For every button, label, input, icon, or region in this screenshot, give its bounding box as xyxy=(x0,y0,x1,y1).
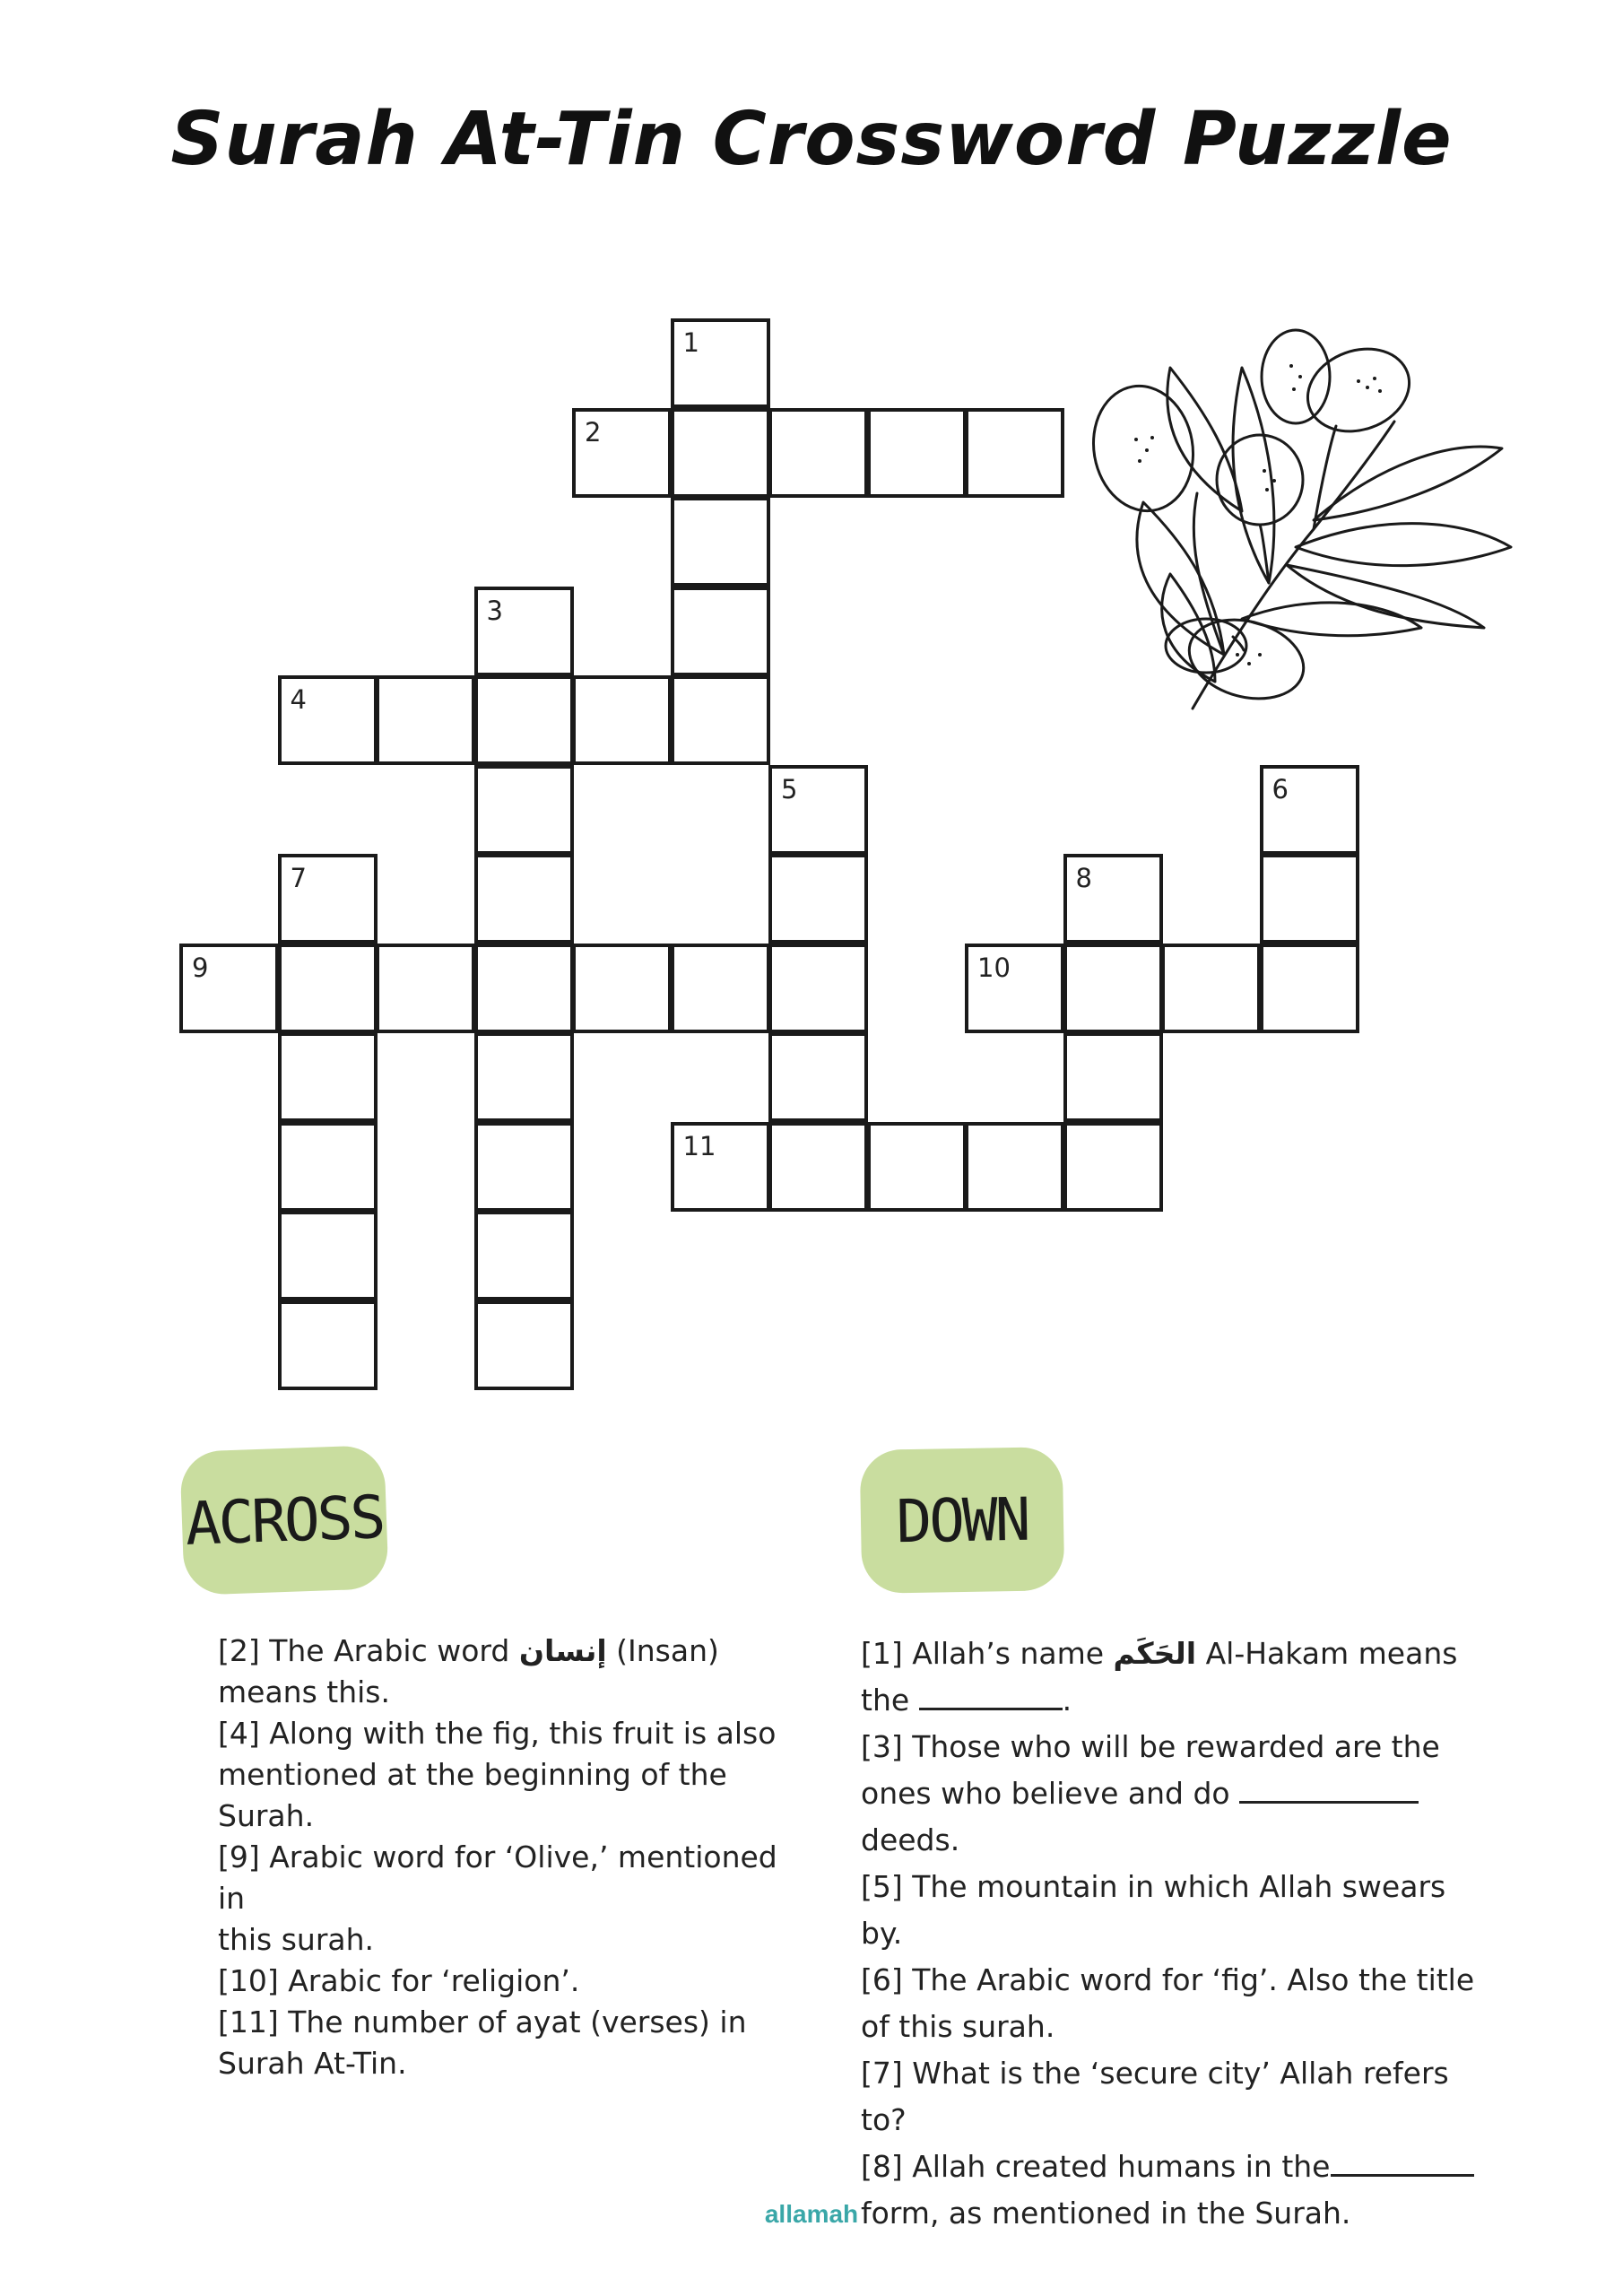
grid-cell[interactable] xyxy=(179,944,279,1033)
answer-blank xyxy=(919,1708,1063,1710)
clue-across-9: [9] Arabic word for ‘Olive,’ mentioned in this surah. xyxy=(218,1839,777,1957)
grid-cell[interactable] xyxy=(474,1211,574,1300)
clue-down-1: [1] Allah’s name الحَكَم Al-Hakam means the . xyxy=(861,1636,1458,1718)
grid-cell[interactable] xyxy=(572,944,672,1033)
clue-down-6: [6] The Arabic word for ‘fig’. Also the title of this surah. xyxy=(861,1962,1475,2044)
grid-cell[interactable] xyxy=(671,675,770,765)
grid-cell[interactable] xyxy=(278,1032,378,1122)
grid-cell[interactable] xyxy=(474,944,574,1033)
grid-cell[interactable] xyxy=(768,1032,868,1122)
across-clues xyxy=(218,1631,792,2084)
grid-cell[interactable] xyxy=(768,408,868,498)
clue-number: 1 xyxy=(682,327,699,358)
grid-cell[interactable] xyxy=(768,854,868,944)
grid-cell[interactable] xyxy=(278,944,378,1033)
grid-cell[interactable] xyxy=(671,587,770,676)
grid-cell[interactable] xyxy=(474,587,574,676)
grid-cell[interactable] xyxy=(671,1122,770,1212)
grid-cell[interactable] xyxy=(1063,854,1163,944)
clue-down-5: [5] The mountain in which Allah swears by. xyxy=(861,1869,1446,1951)
grid-cell[interactable] xyxy=(867,1122,967,1212)
grid-cell[interactable] xyxy=(474,854,574,944)
grid-cell[interactable] xyxy=(1063,1032,1163,1122)
grid-cell[interactable] xyxy=(474,675,574,765)
grid-cell[interactable] xyxy=(671,944,770,1033)
grid-cell[interactable] xyxy=(768,944,868,1033)
grid-cell[interactable] xyxy=(474,765,574,855)
clue-number: 2 xyxy=(585,416,602,448)
page-title: Surah At-Tin Crossword Puzzle xyxy=(170,97,1453,182)
grid-cell[interactable] xyxy=(278,1122,378,1212)
clue-number: 7 xyxy=(290,863,307,893)
clue-across-10: [10] Arabic for ‘religion’. xyxy=(218,1963,580,1998)
grid-cell[interactable] xyxy=(1260,944,1359,1033)
grid-cell[interactable] xyxy=(671,497,770,587)
grid-cell[interactable] xyxy=(1260,854,1359,944)
clue-down-7: [7] What is the ‘secure city’ Allah refers to? xyxy=(861,2056,1449,2137)
grid-cell[interactable] xyxy=(278,675,378,765)
grid-cell[interactable] xyxy=(474,1032,574,1122)
clue-across-4: [4] Along with the fig, this fruit is also mentioned at the beginning of the Surah. xyxy=(218,1716,777,1833)
down-heading: DOWN xyxy=(860,1447,1065,1594)
clue-number: 3 xyxy=(486,595,503,626)
grid-cell[interactable] xyxy=(671,318,770,408)
clue-across-2: [2] The Arabic word إنسان (Insan) means this. xyxy=(218,1633,719,1709)
olive-branch-icon xyxy=(1089,314,1520,744)
across-heading: ACROSS xyxy=(179,1445,388,1596)
grid-cell[interactable] xyxy=(376,675,475,765)
clue-number: 8 xyxy=(1075,863,1092,893)
clue-number: 9 xyxy=(192,952,209,983)
grid-cell[interactable] xyxy=(278,854,378,944)
grid-cell[interactable] xyxy=(768,1122,868,1212)
clue-number: 5 xyxy=(781,773,798,804)
clue-number: 4 xyxy=(290,684,307,715)
grid-cell[interactable] xyxy=(278,1300,378,1390)
grid-cell[interactable] xyxy=(1063,1122,1163,1212)
down-clues xyxy=(861,1631,1488,2237)
clue-number: 11 xyxy=(682,1130,716,1161)
grid-cell[interactable] xyxy=(1063,944,1163,1033)
clue-number: 6 xyxy=(1271,773,1289,804)
grid-cell[interactable] xyxy=(867,408,967,498)
grid-cell[interactable] xyxy=(474,1300,574,1390)
grid-cell[interactable] xyxy=(376,944,475,1033)
grid-cell[interactable] xyxy=(572,408,672,498)
grid-cell[interactable] xyxy=(474,1122,574,1212)
clue-number: 10 xyxy=(977,952,1011,983)
grid-cell[interactable] xyxy=(278,1211,378,1300)
grid-cell[interactable] xyxy=(965,1122,1064,1212)
grid-cell[interactable] xyxy=(768,765,868,855)
footer-logo: allamah xyxy=(764,2200,859,2228)
clue-down-3: [3] Those who will be rewarded are the ones who believe and do deeds. xyxy=(861,1729,1440,1857)
grid-cell[interactable] xyxy=(1161,944,1261,1033)
grid-cell[interactable] xyxy=(671,408,770,498)
grid-cell[interactable] xyxy=(965,408,1064,498)
answer-blank xyxy=(1331,2174,1474,2177)
clue-across-11: [11] The number of ayat (verses) in Surah At-Tin. xyxy=(218,2005,747,2081)
answer-blank xyxy=(1239,1801,1419,1804)
grid-cell[interactable] xyxy=(572,675,672,765)
clue-down-8: [8] Allah created humans in the form, as mentioned in the Surah. xyxy=(861,2144,1488,2237)
grid-cell[interactable] xyxy=(1260,765,1359,855)
grid-cell[interactable] xyxy=(965,944,1064,1033)
